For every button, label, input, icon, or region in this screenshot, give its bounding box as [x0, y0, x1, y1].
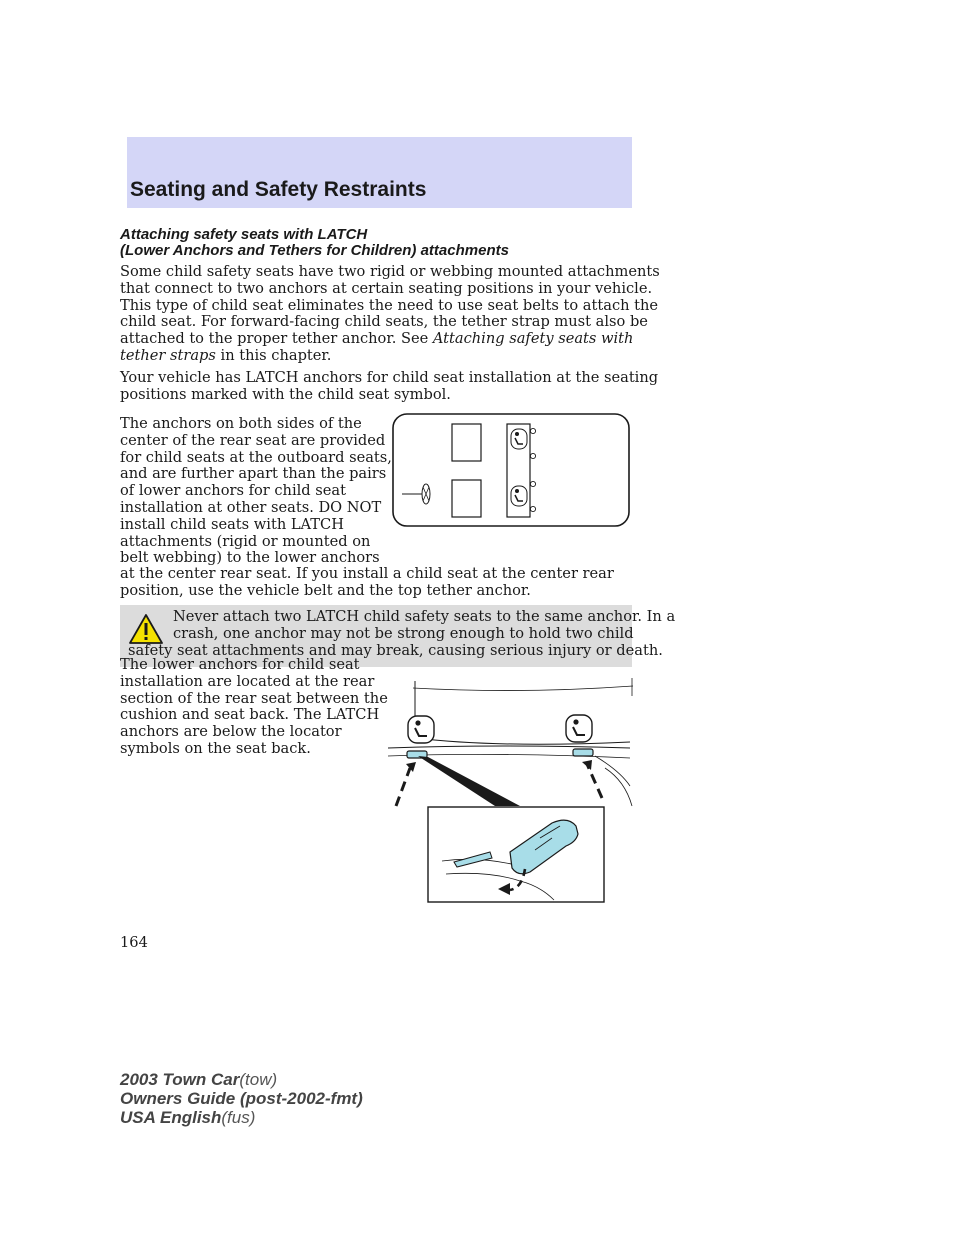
warning-text [128, 608, 676, 659]
text-line: The anchors on both sides of the [120, 415, 362, 432]
page-number: 164 [120, 934, 148, 951]
footer-line [120, 1108, 363, 1127]
text-line: attachments (rigid or mounted on [120, 532, 371, 550]
text-line: installation at other seats. DO NOT [120, 498, 382, 516]
text-line: child seat. For forward-facing child seats, the tether strap must also be [120, 313, 648, 331]
footer-language: USA English [120, 1108, 222, 1127]
text-line: installation are located at the rear [120, 672, 375, 690]
paragraph-center-anchors [120, 415, 392, 567]
text-line: anchors are below the locator [120, 723, 342, 741]
footer-code: (tow) [239, 1070, 278, 1089]
paragraph-lower-anchor-location [120, 656, 388, 758]
document-footer [120, 1070, 363, 1127]
text-run: in this chapter. [215, 346, 332, 364]
paragraph-latch-anchors [120, 369, 659, 404]
child-seat-icon [511, 429, 527, 449]
footer-lang-code: (fus) [221, 1108, 256, 1127]
seating-plan-diagram [392, 413, 630, 527]
text-line: center of the rear seat are provided [120, 431, 386, 449]
subheading-line-2: (Lower Anchors and Tethers for Children) attachments [120, 242, 509, 259]
text-line: of lower anchors for child seat [120, 482, 346, 500]
paragraph-center-anchors-cont [120, 566, 640, 600]
subheading-line-1: Attaching safety seats with LATCH [120, 226, 368, 243]
cross-reference-link: Attaching safety seats with [432, 330, 634, 348]
warning-line: safety seat attachments and may break, causing serious injury or death. [128, 642, 663, 659]
text-line [120, 348, 640, 365]
child-seat-icon [566, 715, 592, 742]
text-line: This type of child seat eliminates the need to use seat belts to attach the [120, 296, 659, 314]
text-line: positions marked with the child seat symbol. [120, 385, 451, 403]
text-line: symbols on the seat back. [120, 739, 311, 757]
text-line: The lower anchors for child seat [120, 656, 360, 673]
text-line: belt webbing) to the lower anchors [120, 549, 380, 567]
warning-line: crash, one anchor may not be strong enough to hold two child [173, 625, 634, 642]
text-line: and are further apart than the pairs [120, 465, 387, 483]
child-seat-icon [408, 716, 434, 743]
text-line: that connect to two anchors at certain seating positions in your vehicle. [120, 279, 653, 297]
front-seat-right [452, 424, 481, 461]
footer-guide: Owners Guide (post-2002-fmt) [120, 1089, 363, 1108]
rear-seat-anchor-illustration [380, 676, 635, 906]
text-line: for child seats at the outboard seats, [120, 448, 392, 466]
front-seat-left [452, 480, 481, 517]
paragraph-latch-intro [120, 263, 660, 365]
text-line: install child seats with LATCH [120, 515, 344, 533]
footer-line [120, 1070, 363, 1089]
page-section-title: Seating and Safety Restraints [130, 178, 427, 201]
warning-line: Never attach two LATCH child safety seats to the same anchor. In a [173, 608, 676, 625]
footer-line [120, 1089, 363, 1108]
child-seat-icon [511, 486, 527, 506]
text-run: attached to the proper tether anchor. See [120, 330, 433, 348]
text-line: Your vehicle has LATCH anchors for child seat installation at the seating [120, 369, 659, 386]
text-line [120, 331, 640, 348]
text-line: cushion and seat back. The LATCH [120, 706, 380, 724]
text-line: position, use the vehicle belt and the top tether anchor. [120, 581, 531, 599]
footer-model: 2003 Town Car [120, 1070, 240, 1089]
cross-reference-link-cont: tether straps [120, 346, 216, 364]
text-line: Some child safety seats have two rigid or webbing mounted attachments [120, 263, 660, 280]
text-line: section of the rear seat between the [120, 689, 388, 707]
text-line: at the center rear seat. If you install a child seat at the center rear [120, 565, 614, 582]
